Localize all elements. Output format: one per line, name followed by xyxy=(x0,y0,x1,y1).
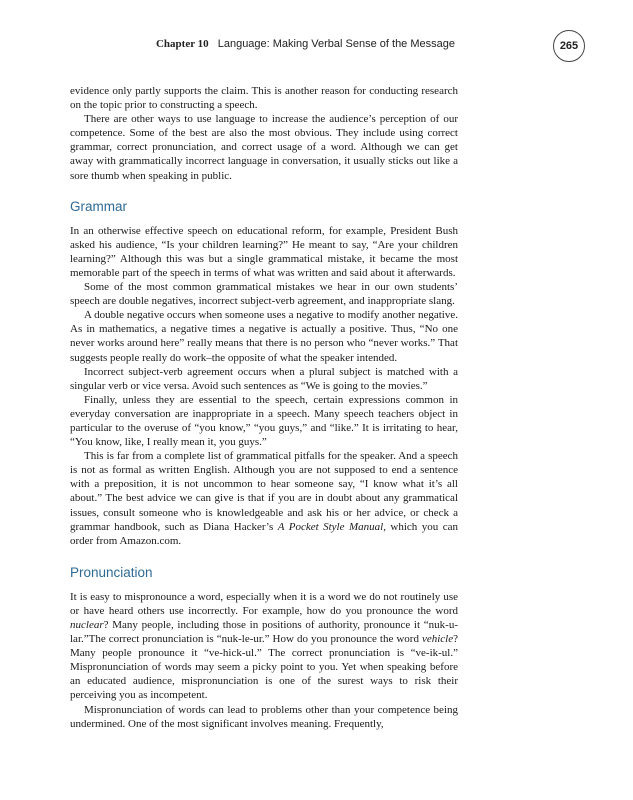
book-title: A Pocket Style Manual xyxy=(277,520,384,533)
paragraph: There are other ways to use language to increase the audience’s perception of our competence. Some of the best are also the most obvious. They include using correct grammar, correct pronunciation, and correct usage of a word. Although we can get away with grammatically incorrect language in conversation, it usually sticks out like a sore thumb when speaking in public. xyxy=(70,113,458,182)
paragraph xyxy=(70,449,458,548)
section-heading-grammar: Grammar xyxy=(70,198,127,214)
text-run: It is easy to mispronounce a word, especially when it is a word we do not routinely use or have heard others use incorrectly. For example, how do you pronounce the word xyxy=(70,590,458,617)
section-heading-pronunciation: Pronunciation xyxy=(70,564,153,580)
text-run: ? Many people, including those in positions of authority, pronounce it “nuk-u-lar.”The correct pronunciation is “nuk-le-ur.” How do you pronounce the word xyxy=(70,619,458,646)
text-run: ? Many people pronounce it “ve-hick-ul.” The correct pronunciation is “ve-ik-ul.” Mispronunciation of words may seem a picky point to you. Yet when speaking before an educated audience, mispronunciation is one of the surest ways to risk their perceiving you as incompetent. xyxy=(70,633,458,702)
paragraph: Mispronunciation of words can lead to problems other than your competence being undermined. One of the most significant involves meaning. Frequently, xyxy=(70,703,458,730)
chapter-label: Chapter 10 xyxy=(155,38,209,50)
running-head xyxy=(156,38,455,50)
example-word: vehicle xyxy=(421,633,454,646)
example-word: nuclear xyxy=(70,619,104,631)
paragraph: A double negative occurs when someone uses a negative to modify another negative. As in mathematics, a negative times a negative is actually a positive. Thus, “No one never works around here” really means that there is no person who “never works.” That suggests people really do work–the opposite of what the speaker intended. xyxy=(70,309,458,364)
paragraph: In an otherwise effective speech on educational reform, for example, President Bush asked his audience, “Is your children learning?” He meant to say, “Are your children learning?” Although this was but a single grammatical mistake, it became the most memorable part of the speech in terms of what was written and said about it afterwards. xyxy=(70,224,458,279)
text-run: This is far from a complete list of grammatical pitfalls for the speaker. And a speech is not as formal as written English. Although you are not supposed to end a sentence with a preposition, it is not uncommon to hear someone say, “I know what it’s all about.” The best advice we can give is that if you are in doubt about any grammatical issues, consult someone who is knowledgeable and ask his or her advice, or check a grammar handbook, such as Diana Hacker’s xyxy=(70,450,458,533)
paragraph xyxy=(70,590,458,703)
body-text xyxy=(70,84,458,731)
page-number: 265 xyxy=(553,30,585,62)
chapter-title: Language: Making Verbal Sense of the Message xyxy=(217,38,455,50)
paragraph: evidence only partly supports the claim. This is another reason for conducting research on the topic prior to constructing a speech. xyxy=(70,85,458,112)
paragraph: Incorrect subject-verb agreement occurs when a plural subject is matched with a singular verb or vice versa. Avoid such sentences as “We is going to the movies.” xyxy=(70,365,458,392)
paragraph: Finally, unless they are essential to the speech, certain expressions common in everyday conversation are inappropriate in a speech. Many speech teachers object in particular to the overuse of “you know,” “you guys,” and “like.” It is irritating to hear, “You know, like, I really mean it, you guys.” xyxy=(70,393,458,449)
text-run: , which you can order from Amazon.com. xyxy=(70,520,458,547)
paragraph: Some of the most common grammatical mistakes we hear in our own students’ speech are double negatives, incorrect subject-verb agreement, and inappropriate slang. xyxy=(70,281,458,308)
